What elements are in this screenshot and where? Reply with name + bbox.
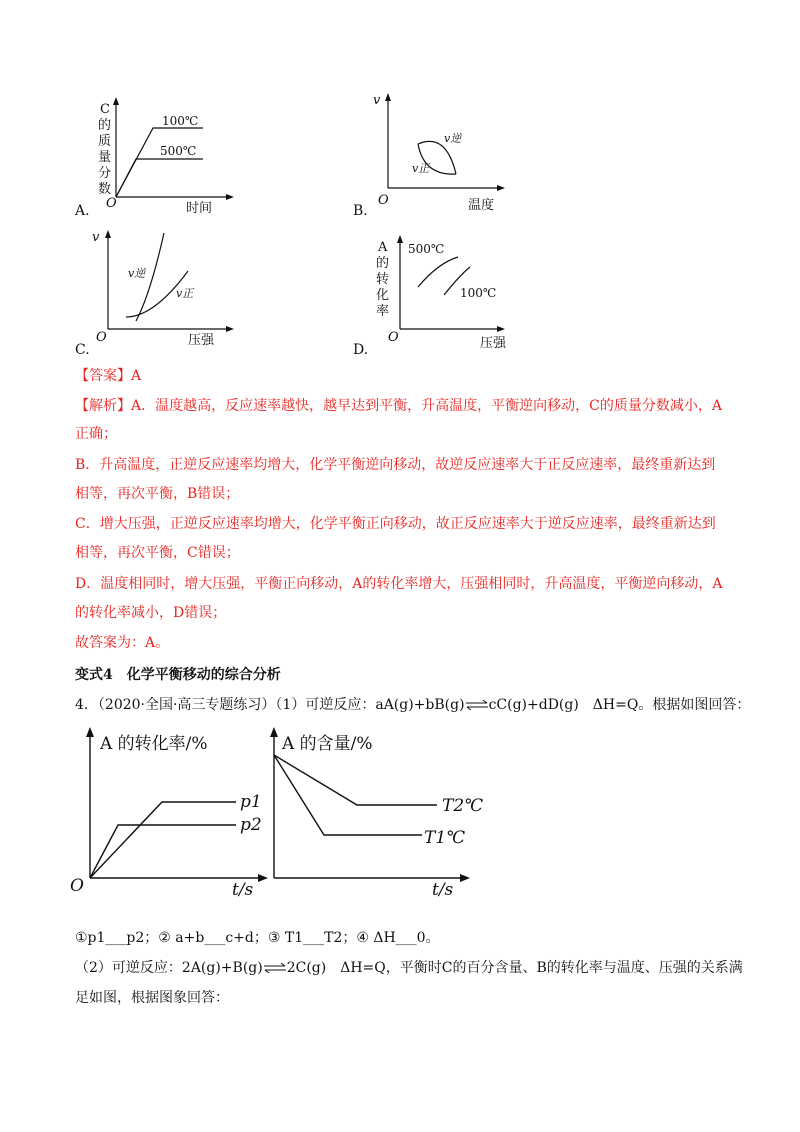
y-axis-arrow [397, 235, 403, 243]
curve-100c [116, 128, 203, 197]
fill-blank-line: ①p1___p2；② a+b___c+d；③ T1___T2；④ ΔH___0。 [75, 930, 440, 946]
y-axis-label: A 的转化率/% [100, 734, 208, 754]
curve-p2 [90, 825, 236, 878]
y-axis-label: A 的含量/% [282, 734, 373, 754]
curve-t2 [274, 755, 437, 805]
question4-2-line1 [75, 958, 743, 978]
curve-p1 [90, 802, 236, 878]
x-axis-arrow [497, 185, 505, 191]
svg-text:数: 数 [98, 182, 112, 197]
analysis-d-line2: 的转化率减小，D错误； [75, 605, 227, 621]
curve-t1 [274, 755, 422, 835]
option-a-graph [88, 95, 238, 220]
origin-label: O [70, 876, 84, 896]
svg-text:量: 量 [98, 150, 112, 165]
curve-label-t1: T1℃ [424, 828, 466, 848]
y-axis-arrow [105, 230, 111, 238]
curve-500c [418, 257, 458, 287]
question4-2-line2: 足如图，根据图象回答： [75, 990, 229, 1006]
curve-label-t2: T2℃ [442, 796, 484, 816]
question4-text [75, 695, 750, 715]
y-axis-label: v [92, 230, 100, 245]
option-c-graph [88, 225, 238, 353]
svg-text:C: C [100, 102, 110, 117]
analysis-a-line2: 正确； [75, 426, 117, 442]
curve-label-p2: p2 [240, 815, 262, 835]
curve-label-500c: 500℃ [408, 242, 445, 256]
graph-a-content [262, 725, 482, 905]
curve-label-v-reverse: v逆 [128, 267, 146, 280]
y-axis-arrow [113, 97, 119, 105]
curve-label-v-reverse: v逆 [444, 132, 462, 145]
svg-text:转: 转 [376, 272, 390, 287]
x-axis-arrow [460, 874, 470, 882]
svg-text:质: 质 [98, 134, 112, 149]
x-axis-label: 压强 [480, 336, 507, 351]
x-axis-arrow [226, 194, 234, 200]
curve-500c [116, 159, 203, 197]
curve-label-500c: 500℃ [160, 144, 197, 158]
y-axis-arrow [270, 727, 278, 737]
option-a-letter: A. [75, 203, 90, 219]
svg-text:的: 的 [376, 256, 390, 271]
analysis-d-line1: D．温度相同时，增大压强，平衡正向移动，A的转化率增大，压强相同时，升高温度，平衡逆向移动，A [75, 576, 723, 592]
origin-label: O [96, 330, 107, 345]
svg-text:的: 的 [98, 118, 112, 133]
x-axis-label: 温度 [468, 198, 495, 213]
svg-text:分: 分 [98, 166, 112, 181]
y-axis-label [376, 240, 389, 319]
y-axis-arrow [385, 93, 391, 101]
analysis-c-line1: C．增大压强，正逆反应速率均增大，化学平衡正向移动，故正反应速率大于逆反应速率，最终重新达到 [75, 516, 716, 532]
analysis-a-line1: 【解析】A．温度越高，反应速率越快，越早达到平衡，升高温度，平衡逆向移动，C的质量分数减小，A [75, 398, 722, 414]
y-axis-label: v [373, 93, 381, 108]
svg-text:化: 化 [376, 288, 390, 303]
svg-text:率: 率 [376, 304, 390, 319]
svg-text:A: A [378, 240, 388, 255]
option-b-graph [368, 88, 518, 218]
x-axis-label: 时间 [186, 201, 213, 216]
option-c-letter: C. [75, 342, 90, 358]
origin-label: O [378, 193, 389, 208]
x-axis-label: 压强 [188, 333, 215, 348]
x-axis-label: t/s [432, 880, 454, 900]
answer-text: 【答案】A [75, 368, 142, 384]
x-axis-arrow [497, 326, 505, 332]
option-b-letter: B. [353, 203, 368, 219]
option-d-letter: D. [353, 342, 369, 358]
y-axis-arrow [86, 727, 94, 737]
curve-label-p1: p1 [240, 792, 262, 812]
question4-2-tail: 2C(g) ΔH=Q，平衡时C的百分含量、B的转化率与温度、压强的关系满 [286, 960, 743, 976]
curve-label-v-forward: v正 [412, 162, 430, 175]
analysis-b-line2: 相等，再次平衡，B错误； [75, 486, 240, 502]
curve-label-100c: 100℃ [162, 114, 199, 128]
origin-label: O [106, 196, 117, 211]
question4-2-head: （2）可逆反应：2A(g)+B(g) [75, 960, 263, 976]
section-title: 变式4 化学平衡移动的综合分析 [75, 667, 281, 683]
analysis-b-line1: B．升高温度，正逆反应速率均增大，化学平衡逆向移动，故逆反应速率大于正反应速率，最终重新达到 [75, 457, 716, 473]
equilibrium-arrow-icon [263, 963, 287, 973]
x-axis-arrow [226, 326, 234, 332]
analysis-conclusion: 故答案为：A。 [75, 635, 170, 651]
graph-a-conversion [70, 725, 270, 905]
curve-label-v-forward: v正 [176, 287, 194, 300]
analysis-c-line2: 相等，再次平衡，C错误； [75, 545, 240, 561]
equilibrium-arrow-icon [465, 700, 489, 710]
question4-head: 4．（2020·全国·高三专题练习）（1）可逆反应：aA(g)+bB(g) [75, 697, 465, 713]
x-axis-label: t/s [232, 880, 254, 900]
y-axis-label [98, 102, 111, 197]
question4-tail: cC(g)+dD(g) ΔH=Q。根据如图回答： [488, 697, 751, 713]
origin-label: O [388, 330, 399, 345]
option-d-graph [368, 235, 518, 355]
curve-label-100c: 100℃ [460, 286, 497, 300]
